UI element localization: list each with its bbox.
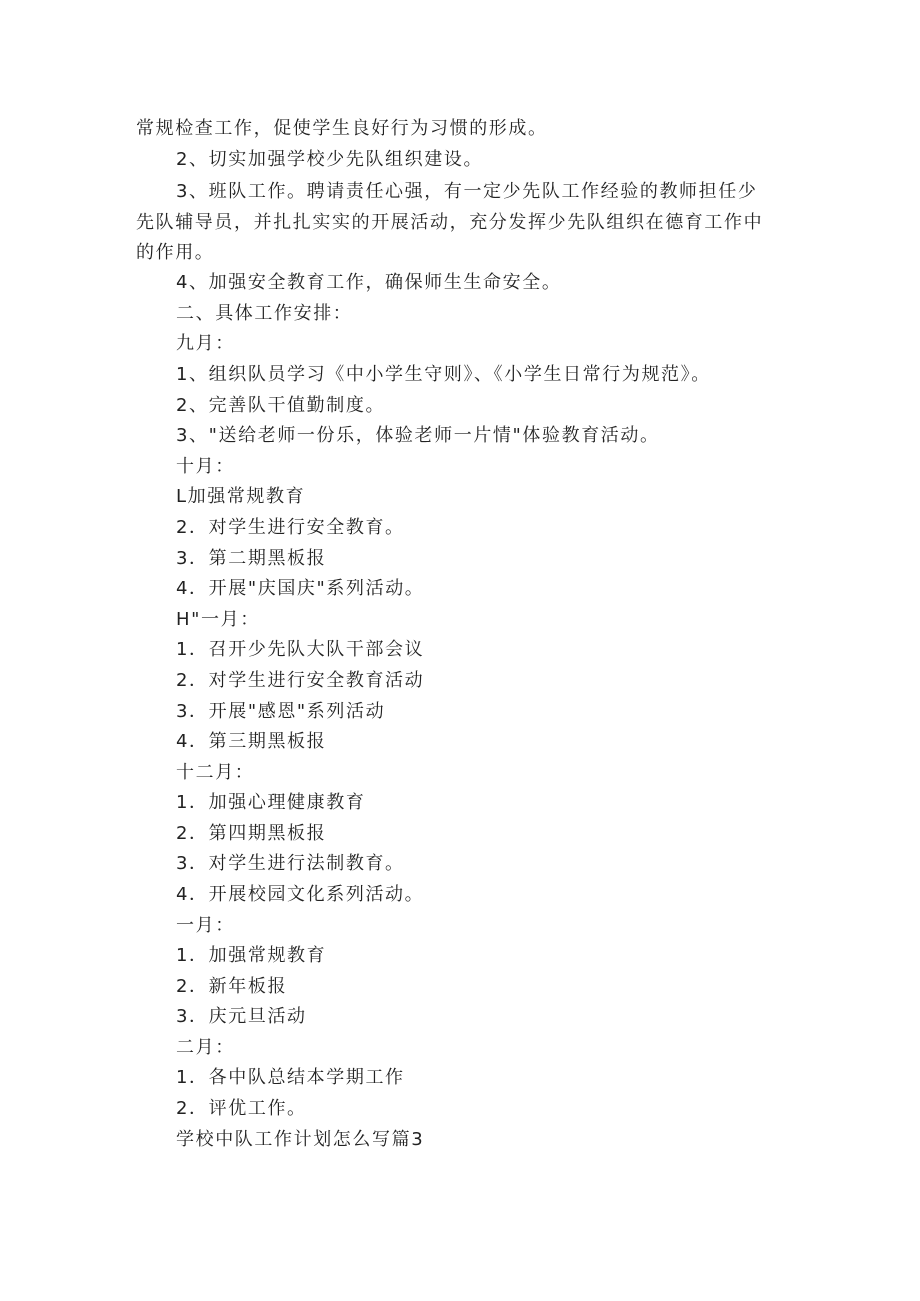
text-line: 2、切实加强学校少先队组织建设。 bbox=[176, 149, 484, 170]
list-item: 3．对学生进行法制教育。 bbox=[176, 853, 405, 874]
text-line: 先队辅导员，并扎扎实实的开展活动，充分发挥少先队组织在德育工作中 bbox=[136, 212, 764, 233]
list-item: L加强常规教育 bbox=[176, 486, 306, 507]
text-line: 的作用。 bbox=[136, 242, 215, 263]
list-item: 4．开展校园文化系列活动。 bbox=[176, 884, 425, 905]
list-item: 1．加强常规教育 bbox=[176, 945, 327, 966]
list-item: 3．开展"感恩"系列活动 bbox=[176, 701, 386, 722]
month-heading: 二月： bbox=[176, 1037, 235, 1058]
list-item: 1、组织队员学习《中小学生守则》、《小学生日常行为规范》。 bbox=[176, 364, 711, 385]
next-section-title: 学校中队工作计划怎么写篇3 bbox=[176, 1129, 425, 1150]
text-line: 4、加强安全教育工作，确保师生生命安全。 bbox=[176, 272, 562, 293]
text-line: 3、班队工作。聘请责任心强，有一定少先队工作经验的教师担任少 bbox=[176, 181, 758, 202]
month-heading: 九月： bbox=[176, 333, 235, 354]
month-heading: 一月： bbox=[176, 915, 235, 936]
month-heading: 十二月： bbox=[176, 762, 255, 783]
text-line: 常规检查工作，促使学生良好行为习惯的形成。 bbox=[136, 118, 548, 139]
list-item: 1．加强心理健康教育 bbox=[176, 792, 366, 813]
list-item: 2．对学生进行安全教育活动 bbox=[176, 670, 425, 691]
month-heading: H"一月： bbox=[176, 609, 260, 630]
list-item: 4．第三期黑板报 bbox=[176, 731, 327, 752]
month-heading: 十月： bbox=[176, 456, 235, 477]
list-item: 3．第二期黑板报 bbox=[176, 548, 327, 569]
list-item: 2、完善队干值勤制度。 bbox=[176, 395, 386, 416]
list-item: 1．召开少先队大队干部会议 bbox=[176, 639, 425, 660]
list-item: 2．第四期黑板报 bbox=[176, 823, 327, 844]
list-item: 1．各中队总结本学期工作 bbox=[176, 1067, 405, 1088]
list-item: 2．新年板报 bbox=[176, 976, 288, 997]
section-heading: 二、具体工作安排： bbox=[176, 303, 353, 324]
list-item: 3．庆元旦活动 bbox=[176, 1006, 307, 1027]
list-item: 2．对学生进行安全教育。 bbox=[176, 517, 405, 538]
list-item: 4．开展"庆国庆"系列活动。 bbox=[176, 578, 425, 599]
list-item: 3、"送给老师一份乐，体验老师一片情"体验教育活动。 bbox=[176, 425, 660, 446]
list-item: 2．评优工作。 bbox=[176, 1098, 307, 1119]
